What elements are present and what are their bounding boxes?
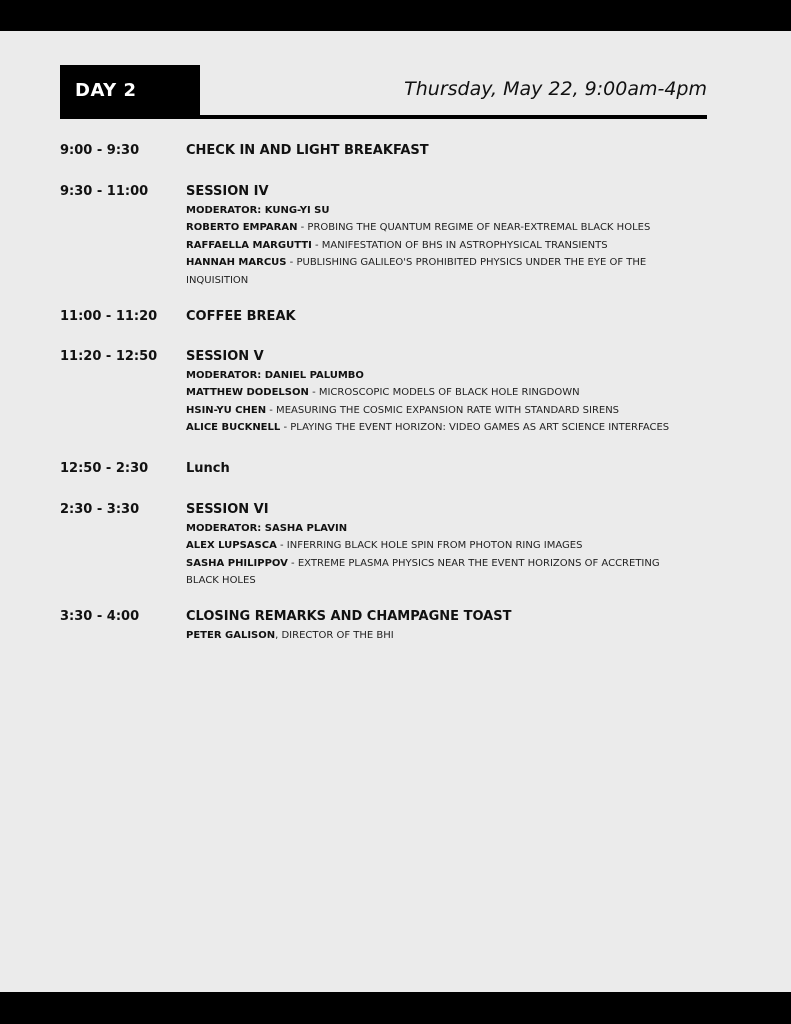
agenda-title: SESSION V	[186, 349, 264, 364]
moderator: MODERATOR: KUNG-YI SU	[186, 205, 330, 216]
talk	[186, 419, 669, 436]
agenda-row	[60, 143, 429, 159]
talk	[186, 555, 660, 572]
agenda-row	[60, 609, 511, 644]
agenda-title: COFFEE BREAK	[186, 309, 296, 324]
talk-title: - EXTREME PLASMA PHYSICS NEAR THE EVENT HORIZONS OF ACCRETING	[287, 557, 660, 569]
speaker: ALEX LUPSASCA	[186, 540, 277, 552]
talk-title: - PLAYING THE EVENT HORIZON: VIDEO GAMES AS ART SCIENCE INTERFACES	[280, 422, 670, 434]
talk	[186, 384, 669, 401]
talk-title: - MEASURING THE COSMIC EXPANSION RATE WITH STANDARD SIRENS	[266, 404, 620, 416]
time-slot: 9:00 - 9:30	[60, 143, 140, 158]
agenda-title: SESSION VI	[186, 502, 269, 517]
agenda-title: CLOSING REMARKS AND CHAMPAGNE TOAST	[186, 609, 512, 624]
agenda-row	[60, 502, 660, 590]
talk	[186, 254, 650, 271]
time-slot: 11:00 - 11:20	[60, 309, 158, 324]
speaker: ROBERTO EMPARAN	[186, 222, 298, 234]
time-slot: 11:20 - 12:50	[60, 349, 158, 364]
talk-continuation: BLACK HOLES	[186, 575, 256, 587]
bottom-bar	[0, 992, 791, 1024]
talk-title: - MANIFESTATION OF BHS IN ASTROPHYSICAL TRANSIENTS	[311, 239, 608, 251]
talk-continuation: INQUISITION	[186, 274, 249, 286]
speaker: HSIN-YU CHEN	[186, 404, 267, 416]
talk-title: - PUBLISHING GALILEO'S PROHIBITED PHYSICS UNDER THE EYE OF THE	[286, 257, 647, 269]
day-label: DAY 2	[60, 65, 200, 117]
speaker: PETER GALISON	[186, 630, 276, 641]
date-text: Thursday, May 22, 9:00am-4pm	[404, 78, 707, 100]
agenda-row	[60, 461, 230, 477]
talk-title: - MICROSCOPIC MODELS OF BLACK HOLE RINGDOWN	[308, 387, 580, 399]
agenda-row	[60, 349, 669, 437]
speaker: ALICE BUCKNELL	[186, 422, 281, 434]
talk	[186, 402, 669, 419]
talk	[186, 219, 650, 236]
talk	[186, 237, 650, 254]
agenda-title: SESSION IV	[186, 184, 269, 199]
time-slot: 9:30 - 11:00	[60, 184, 149, 199]
time-slot: 3:30 - 4:00	[60, 609, 140, 624]
time-slot: 12:50 - 2:30	[60, 461, 149, 476]
talk-title: , DIRECTOR OF THE BHI	[275, 630, 394, 641]
speaker: SASHA PHILIPPOV	[186, 557, 288, 569]
agenda-row	[60, 309, 296, 325]
speaker: MATTHEW DODELSON	[186, 387, 309, 399]
agenda-title: CHECK IN AND LIGHT BREAKFAST	[186, 143, 429, 158]
header-rule	[60, 115, 707, 119]
talk-title: - PROBING THE QUANTUM REGIME OF NEAR-EXTREMAL BLACK HOLES	[297, 222, 651, 234]
speaker: HANNAH MARCUS	[186, 257, 287, 269]
agenda-row	[60, 184, 650, 289]
moderator: MODERATOR: SASHA PLAVIN	[186, 523, 348, 534]
talk	[186, 627, 511, 644]
agenda-title: Lunch	[186, 461, 230, 476]
top-bar	[0, 0, 791, 31]
moderator: MODERATOR: DANIEL PALUMBO	[186, 370, 364, 381]
talk	[186, 537, 660, 554]
talk-title: - INFERRING BLACK HOLE SPIN FROM PHOTON RING IMAGES	[276, 540, 583, 552]
speaker: RAFFAELLA MARGUTTI	[186, 239, 312, 251]
day-header	[60, 65, 707, 120]
time-slot: 2:30 - 3:30	[60, 502, 140, 517]
